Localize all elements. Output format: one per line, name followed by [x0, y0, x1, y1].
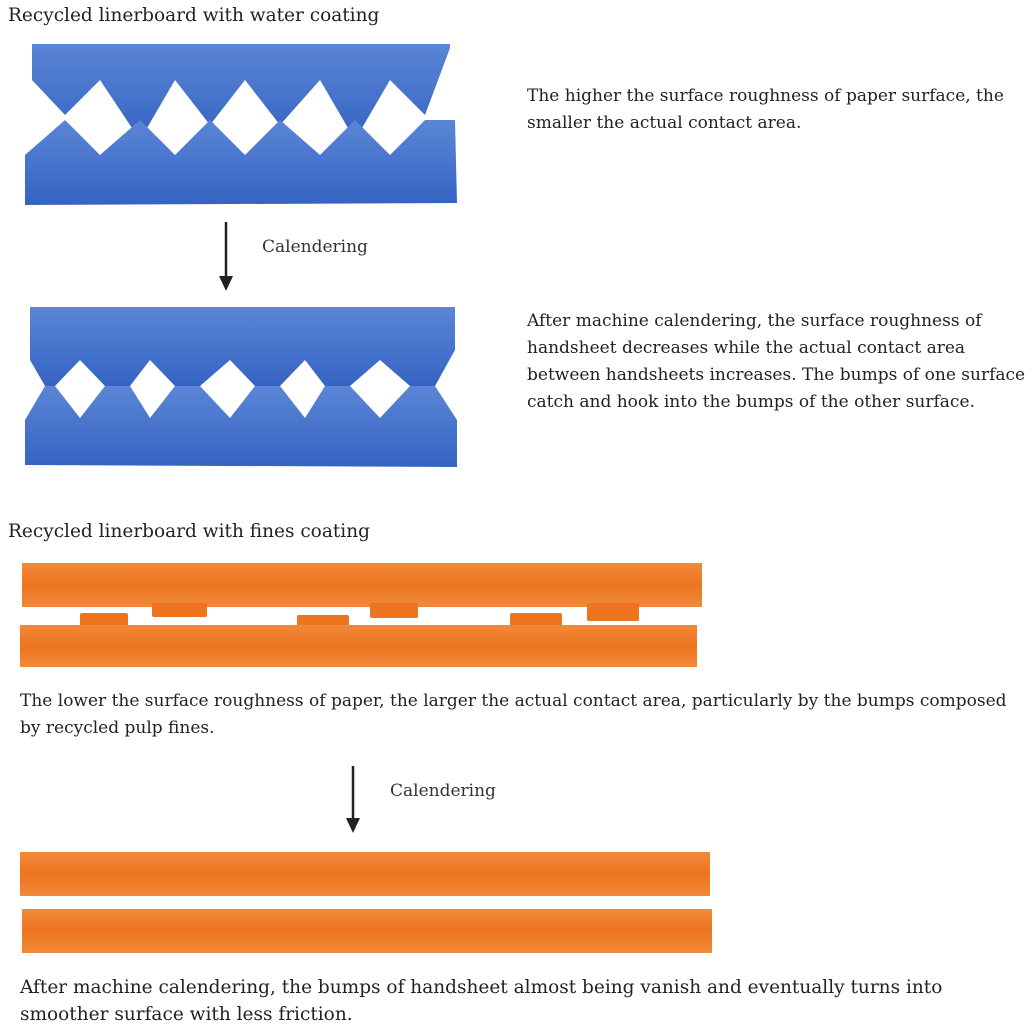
water-top-sheet-calendered: [30, 307, 455, 386]
water-top-sheet-rough: [32, 44, 450, 140]
water-arrow-label: Calendering: [262, 237, 368, 257]
fines-bumpy-sheets: [20, 563, 702, 667]
calendering-arrow-1: [219, 222, 233, 291]
water-calendered-sheets: [25, 307, 457, 467]
fines-top-bump: [587, 603, 639, 621]
fines-smooth-top-sheet: [20, 852, 710, 896]
water-rough-sheets: [25, 44, 457, 205]
water-section-title: Recycled linerboard with water coating: [8, 5, 380, 26]
water-after-text: After machine calendering, the surface roughness of handsheet decreases while the actual contact area between handsheets increases. The bumps of one surface catch and hook into the bumps of the other surface.: [527, 311, 1026, 412]
fines-top-bump: [152, 603, 207, 617]
fines-smooth-sheets: [20, 852, 712, 953]
fines-top-sheet: [22, 563, 702, 607]
water-bottom-sheet-rough: [25, 120, 457, 205]
fines-after-text: After machine calendering, the bumps of handsheet almost being vanish and eventually turns into smoother surface with less friction.: [20, 977, 943, 1025]
fines-bottom-sheet: [20, 625, 697, 667]
fines-before-text: The lower the surface roughness of paper, the larger the actual contact area, particularly by the bumps composed by recycled pulp fines.: [20, 691, 1007, 738]
fines-arrow-label: Calendering: [390, 781, 496, 801]
water-before-text: The higher the surface roughness of paper surface, the smaller the actual contact area.: [527, 86, 1004, 133]
fines-section-title: Recycled linerboard with fines coating: [8, 521, 370, 542]
fines-smooth-bottom-sheet: [22, 909, 712, 953]
water-bottom-sheet-calendered: [25, 386, 457, 467]
calendering-arrow-2: [346, 766, 360, 833]
fines-top-bump: [370, 603, 418, 618]
